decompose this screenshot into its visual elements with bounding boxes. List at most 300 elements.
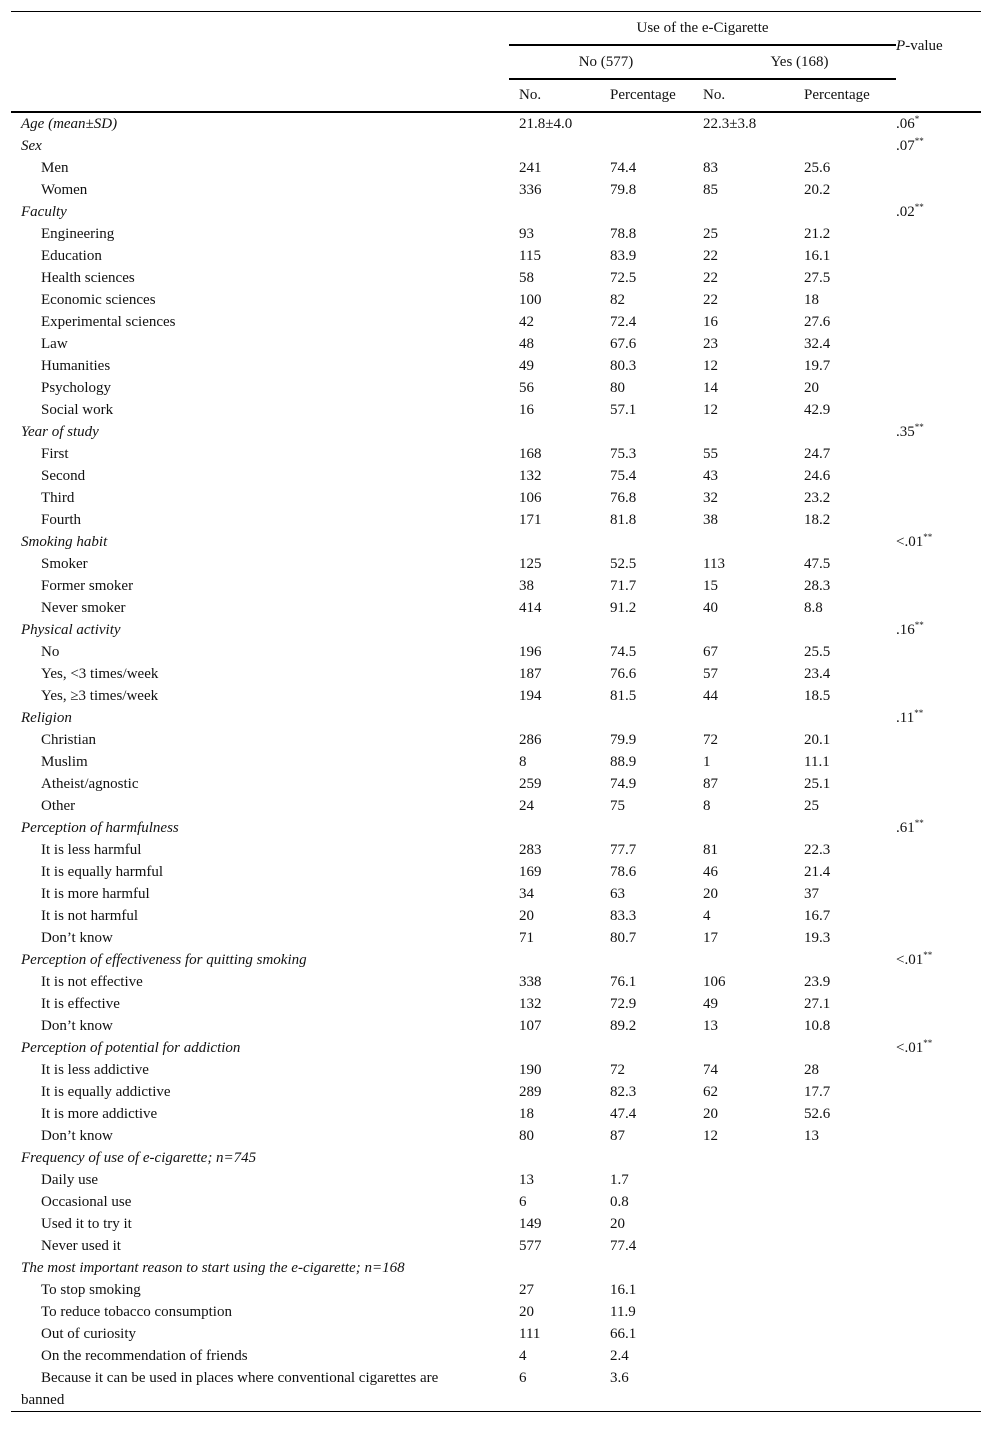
row-label: Law bbox=[41, 336, 68, 352]
no-count: 241 bbox=[519, 160, 542, 176]
yes-count bbox=[703, 1235, 804, 1257]
row-label: Out of curiosity bbox=[41, 1326, 136, 1342]
no-percentage bbox=[610, 201, 703, 223]
no-percentage: 74.9 bbox=[610, 776, 637, 792]
row-label: Second bbox=[41, 468, 86, 484]
yes-percentage bbox=[804, 1147, 896, 1169]
group-yes-header: Yes (168) bbox=[703, 45, 896, 79]
yes-percentage: 20 bbox=[804, 380, 819, 396]
table-row bbox=[11, 971, 981, 993]
category-row bbox=[11, 112, 981, 135]
no-percentage: 91.2 bbox=[610, 600, 637, 616]
table-row bbox=[11, 839, 981, 861]
yes-count bbox=[703, 1037, 804, 1059]
yes-percentage: 17.7 bbox=[804, 1084, 831, 1100]
table-row bbox=[11, 355, 981, 377]
yes-count: 74 bbox=[703, 1062, 718, 1078]
row-label: No bbox=[41, 644, 60, 660]
yes-count bbox=[703, 1279, 804, 1301]
no-count: 125 bbox=[519, 556, 542, 572]
no-percentage: 77.7 bbox=[610, 842, 637, 858]
table-row bbox=[11, 905, 981, 927]
yes-percentage: 37 bbox=[804, 886, 819, 902]
no-count: 168 bbox=[519, 446, 542, 462]
yes-percentage bbox=[804, 112, 896, 135]
p-value: .16** bbox=[896, 620, 924, 638]
p-value: <.01** bbox=[896, 532, 933, 550]
no-percentage: 66.1 bbox=[610, 1326, 637, 1342]
no-count bbox=[509, 531, 610, 553]
category-row bbox=[11, 619, 981, 641]
p-value-empty bbox=[896, 267, 981, 289]
yes-count: 13 bbox=[703, 1018, 718, 1034]
p-value-empty bbox=[896, 377, 981, 399]
yes-percentage bbox=[804, 201, 896, 223]
no-percentage: 75 bbox=[610, 798, 625, 814]
no-percentage bbox=[610, 949, 703, 971]
yes-percentage bbox=[804, 1257, 896, 1279]
p-value-empty bbox=[896, 1059, 981, 1081]
no-count bbox=[509, 949, 610, 971]
no-percentage: 80 bbox=[610, 380, 625, 396]
yes-count: 46 bbox=[703, 864, 718, 880]
table-row bbox=[11, 729, 981, 751]
yes-percentage: 11.1 bbox=[804, 754, 830, 770]
yes-count: 17 bbox=[703, 930, 718, 946]
row-label: Humanities bbox=[41, 358, 111, 374]
yes-count: 22 bbox=[703, 270, 718, 286]
yes-percentage: 25 bbox=[804, 798, 819, 814]
ecig-table bbox=[11, 11, 981, 1412]
no-percentage: 89.2 bbox=[610, 1018, 637, 1034]
table-row bbox=[11, 509, 981, 531]
table-row bbox=[11, 1323, 981, 1345]
no-percentage: 79.8 bbox=[610, 182, 637, 198]
yes-percentage bbox=[804, 421, 896, 443]
no-percentage: 80.7 bbox=[610, 930, 637, 946]
no-count bbox=[509, 707, 610, 729]
no-count: 16 bbox=[519, 402, 534, 418]
yes-count bbox=[703, 1367, 804, 1412]
table-row bbox=[11, 685, 981, 707]
row-label: Economic sciences bbox=[41, 292, 156, 308]
row-label: Used it to try it bbox=[41, 1216, 132, 1232]
yes-percentage: 28.3 bbox=[804, 578, 831, 594]
no-percentage: 67.6 bbox=[610, 336, 637, 352]
yes-count: 14 bbox=[703, 380, 718, 396]
no-percentage: 20 bbox=[610, 1216, 625, 1232]
table-row bbox=[11, 641, 981, 663]
category-title: Smoking habit bbox=[21, 534, 108, 550]
p-value-empty bbox=[896, 553, 981, 575]
no-count: 6 bbox=[519, 1194, 527, 1210]
no-count: 111 bbox=[519, 1326, 541, 1342]
yes-count: 22 bbox=[703, 292, 718, 308]
no-count: 196 bbox=[519, 644, 542, 660]
yes-percentage: 13 bbox=[804, 1128, 819, 1144]
no-percentage bbox=[610, 421, 703, 443]
no-count: 80 bbox=[519, 1128, 534, 1144]
p-value-empty bbox=[896, 729, 981, 751]
category-row bbox=[11, 707, 981, 729]
row-label: Occasional use bbox=[41, 1194, 132, 1210]
no-count: 58 bbox=[519, 270, 534, 286]
no-count: 169 bbox=[519, 864, 542, 880]
yes-count: 1 bbox=[703, 754, 711, 770]
table-row bbox=[11, 333, 981, 355]
significance-marker: ** bbox=[914, 620, 924, 630]
yes-count: 12 bbox=[703, 1128, 718, 1144]
no-percentage: 75.4 bbox=[610, 468, 637, 484]
row-label: It is equally harmful bbox=[41, 864, 164, 880]
p-value-empty bbox=[896, 179, 981, 201]
yes-count: 62 bbox=[703, 1084, 718, 1100]
no-count: 414 bbox=[519, 600, 542, 616]
p-value bbox=[896, 1147, 981, 1169]
no-count: 71 bbox=[519, 930, 534, 946]
row-label: To reduce tobacco consumption bbox=[41, 1304, 232, 1320]
no-count: 18 bbox=[519, 1106, 534, 1122]
no-percentage: 74.5 bbox=[610, 644, 637, 660]
row-label: Never used it bbox=[41, 1238, 121, 1254]
p-value-empty bbox=[896, 1169, 981, 1191]
no-count bbox=[509, 1257, 610, 1279]
category-row bbox=[11, 1037, 981, 1059]
p-value-empty bbox=[896, 795, 981, 817]
yes-percentage: 25.5 bbox=[804, 644, 831, 660]
no-count: 20 bbox=[519, 1304, 534, 1320]
yes-count bbox=[703, 1257, 804, 1279]
no-percentage: 87 bbox=[610, 1128, 625, 1144]
row-label: Don’t know bbox=[41, 1128, 113, 1144]
p-value bbox=[896, 1257, 981, 1279]
significance-marker: * bbox=[914, 114, 920, 124]
yes-count bbox=[703, 619, 804, 641]
yes-percentage: 16.1 bbox=[804, 248, 831, 264]
yes-count: 106 bbox=[703, 974, 726, 990]
yes-count bbox=[703, 1169, 804, 1191]
no-percentage: 72 bbox=[610, 1062, 625, 1078]
row-label: Engineering bbox=[41, 226, 115, 242]
table-row bbox=[11, 751, 981, 773]
col-yes-count: No. bbox=[703, 87, 726, 103]
yes-percentage bbox=[804, 1169, 896, 1191]
no-percentage: 80.3 bbox=[610, 358, 637, 374]
p-value-empty bbox=[896, 597, 981, 619]
yes-count: 22 bbox=[703, 248, 718, 264]
yes-count bbox=[703, 817, 804, 839]
yes-count bbox=[703, 421, 804, 443]
no-percentage: 82 bbox=[610, 292, 625, 308]
p-value: <.01** bbox=[896, 1038, 933, 1056]
significance-marker: ** bbox=[923, 950, 933, 960]
yes-percentage bbox=[804, 135, 896, 157]
category-title: Faculty bbox=[21, 204, 67, 220]
yes-percentage: 23.9 bbox=[804, 974, 831, 990]
p-value-empty bbox=[896, 289, 981, 311]
no-count: 24 bbox=[519, 798, 534, 814]
table-row bbox=[11, 443, 981, 465]
yes-count: 20 bbox=[703, 886, 718, 902]
category-row bbox=[11, 1257, 981, 1279]
table-row bbox=[11, 1367, 981, 1412]
p-value-empty bbox=[896, 905, 981, 927]
no-percentage: 81.8 bbox=[610, 512, 637, 528]
p-value-empty bbox=[896, 311, 981, 333]
no-percentage: 11.9 bbox=[610, 1304, 636, 1320]
significance-marker: ** bbox=[914, 422, 924, 432]
significance-marker: ** bbox=[914, 818, 924, 828]
p-value: .35** bbox=[896, 422, 924, 440]
yes-count bbox=[703, 1147, 804, 1169]
no-percentage: 74.4 bbox=[610, 160, 637, 176]
p-value-empty bbox=[896, 773, 981, 795]
table-header bbox=[11, 12, 981, 113]
p-value-empty bbox=[896, 1103, 981, 1125]
row-label: Health sciences bbox=[41, 270, 135, 286]
table-row bbox=[11, 883, 981, 905]
row-label: Christian bbox=[41, 732, 96, 748]
yes-count: 67 bbox=[703, 644, 718, 660]
no-percentage: 0.8 bbox=[610, 1194, 629, 1210]
yes-count: 15 bbox=[703, 578, 718, 594]
p-value-empty bbox=[896, 1081, 981, 1103]
row-label: Social work bbox=[41, 402, 114, 418]
row-label: It is not effective bbox=[41, 974, 143, 990]
no-count: 48 bbox=[519, 336, 534, 352]
significance-marker: ** bbox=[923, 1038, 933, 1048]
no-percentage: 76.6 bbox=[610, 666, 637, 682]
yes-percentage: 10.8 bbox=[804, 1018, 831, 1034]
category-row bbox=[11, 817, 981, 839]
p-value-empty bbox=[896, 883, 981, 905]
p-value-empty bbox=[896, 1301, 981, 1323]
p-value-empty bbox=[896, 839, 981, 861]
yes-count: 72 bbox=[703, 732, 718, 748]
no-count: 132 bbox=[519, 996, 542, 1012]
yes-count bbox=[703, 707, 804, 729]
p-value-empty bbox=[896, 487, 981, 509]
p-value-empty bbox=[896, 157, 981, 179]
col-yes-percentage: Percentage bbox=[804, 87, 870, 103]
row-label: It is equally addictive bbox=[41, 1084, 171, 1100]
row-label: It is more harmful bbox=[41, 886, 150, 902]
yes-count: 16 bbox=[703, 314, 718, 330]
yes-count: 40 bbox=[703, 600, 718, 616]
col-no-percentage: Percentage bbox=[610, 87, 676, 103]
no-count bbox=[509, 817, 610, 839]
no-percentage: 76.1 bbox=[610, 974, 637, 990]
no-percentage: 16.1 bbox=[610, 1282, 637, 1298]
category-row bbox=[11, 421, 981, 443]
no-count: 286 bbox=[519, 732, 542, 748]
no-percentage: 72.4 bbox=[610, 314, 637, 330]
no-count: 100 bbox=[519, 292, 542, 308]
row-label: Don’t know bbox=[41, 930, 113, 946]
no-percentage: 81.5 bbox=[610, 688, 637, 704]
category-row bbox=[11, 531, 981, 553]
table-row bbox=[11, 861, 981, 883]
yes-percentage: 25.6 bbox=[804, 160, 831, 176]
category-title: Perception of effectiveness for quitting smoking bbox=[21, 952, 307, 968]
yes-percentage: 20.2 bbox=[804, 182, 831, 198]
no-percentage: 72.9 bbox=[610, 996, 637, 1012]
row-label: Daily use bbox=[41, 1172, 99, 1188]
table-row bbox=[11, 465, 981, 487]
no-count: 8 bbox=[519, 754, 527, 770]
category-row bbox=[11, 135, 981, 157]
row-label: Atheist/agnostic bbox=[41, 776, 139, 792]
no-count: 34 bbox=[519, 886, 534, 902]
yes-count: 22.3±3.8 bbox=[703, 116, 757, 132]
no-percentage: 79.9 bbox=[610, 732, 637, 748]
p-value-empty bbox=[896, 1345, 981, 1367]
no-percentage bbox=[610, 1257, 703, 1279]
no-percentage bbox=[610, 1147, 703, 1169]
yes-percentage: 18.2 bbox=[804, 512, 831, 528]
row-label: It is effective bbox=[41, 996, 120, 1012]
no-count: 21.8±4.0 bbox=[519, 116, 573, 132]
row-label: Psychology bbox=[41, 380, 112, 396]
yes-count: 23 bbox=[703, 336, 718, 352]
no-count bbox=[509, 201, 610, 223]
no-count: 194 bbox=[519, 688, 542, 704]
yes-percentage bbox=[804, 817, 896, 839]
p-value-empty bbox=[896, 333, 981, 355]
col-no-count: No. bbox=[519, 87, 542, 103]
no-count: 171 bbox=[519, 512, 542, 528]
yes-count: 12 bbox=[703, 358, 718, 374]
no-percentage bbox=[610, 619, 703, 641]
p-value-empty bbox=[896, 1367, 981, 1412]
table-row bbox=[11, 553, 981, 575]
no-count: 115 bbox=[519, 248, 541, 264]
no-count: 93 bbox=[519, 226, 534, 242]
table-row bbox=[11, 245, 981, 267]
yes-percentage bbox=[804, 707, 896, 729]
category-row bbox=[11, 949, 981, 971]
yes-percentage: 24.6 bbox=[804, 468, 831, 484]
p-value-empty bbox=[896, 971, 981, 993]
no-count bbox=[509, 421, 610, 443]
row-label: Smoker bbox=[41, 556, 88, 572]
category-title: Physical activity bbox=[21, 622, 121, 638]
no-count: 149 bbox=[519, 1216, 542, 1232]
yes-count bbox=[703, 1213, 804, 1235]
row-label: Education bbox=[41, 248, 102, 264]
no-percentage: 2.4 bbox=[610, 1348, 629, 1364]
yes-percentage bbox=[804, 1323, 896, 1345]
no-percentage: 75.3 bbox=[610, 446, 637, 462]
p-value-empty bbox=[896, 1323, 981, 1345]
yes-percentage: 52.6 bbox=[804, 1106, 831, 1122]
p-value-empty bbox=[896, 641, 981, 663]
row-label: Other bbox=[41, 798, 76, 814]
category-row bbox=[11, 1147, 981, 1169]
table-row bbox=[11, 1059, 981, 1081]
no-percentage: 57.1 bbox=[610, 402, 637, 418]
yes-percentage bbox=[804, 1191, 896, 1213]
no-percentage: 83.9 bbox=[610, 248, 637, 264]
category-title: Frequency of use of e-cigarette; n=745 bbox=[21, 1150, 257, 1166]
no-percentage: 83.3 bbox=[610, 908, 637, 924]
yes-count: 20 bbox=[703, 1106, 718, 1122]
yes-count bbox=[703, 1323, 804, 1345]
no-percentage bbox=[610, 817, 703, 839]
p-value-empty bbox=[896, 399, 981, 421]
no-count: 259 bbox=[519, 776, 542, 792]
table-row bbox=[11, 993, 981, 1015]
table-row bbox=[11, 1301, 981, 1323]
table-row bbox=[11, 927, 981, 949]
table-row bbox=[11, 1169, 981, 1191]
significance-marker: ** bbox=[914, 708, 924, 718]
yes-percentage: 25.1 bbox=[804, 776, 831, 792]
table-row bbox=[11, 223, 981, 245]
table-row bbox=[11, 1191, 981, 1213]
no-count bbox=[509, 1037, 610, 1059]
no-count: 338 bbox=[519, 974, 542, 990]
p-value-empty bbox=[896, 575, 981, 597]
row-label: To stop smoking bbox=[41, 1282, 141, 1298]
row-label: Men bbox=[41, 160, 69, 176]
table-row bbox=[11, 795, 981, 817]
p-value: .61** bbox=[896, 818, 924, 836]
table-row bbox=[11, 267, 981, 289]
table-row bbox=[11, 311, 981, 333]
p-value-empty bbox=[896, 1191, 981, 1213]
yes-percentage: 20.1 bbox=[804, 732, 831, 748]
no-percentage: 71.7 bbox=[610, 578, 637, 594]
yes-percentage: 21.2 bbox=[804, 226, 831, 242]
row-label: Yes, ≥3 times/week bbox=[41, 688, 159, 704]
p-value-empty bbox=[896, 1235, 981, 1257]
yes-count: 25 bbox=[703, 226, 718, 242]
yes-count bbox=[703, 1301, 804, 1323]
yes-percentage: 16.7 bbox=[804, 908, 831, 924]
table-row bbox=[11, 1103, 981, 1125]
no-count: 283 bbox=[519, 842, 542, 858]
yes-count bbox=[703, 135, 804, 157]
no-count bbox=[509, 1147, 610, 1169]
no-percentage: 52.5 bbox=[610, 556, 637, 572]
category-title: The most important reason to start using the e-cigarette; n=168 bbox=[21, 1260, 405, 1276]
category-title: Perception of harmfulness bbox=[21, 820, 179, 836]
p-value-empty bbox=[896, 1213, 981, 1235]
significance-marker: ** bbox=[914, 202, 924, 212]
yes-count: 49 bbox=[703, 996, 718, 1012]
row-label: Fourth bbox=[41, 512, 82, 528]
no-count: 38 bbox=[519, 578, 534, 594]
row-label: It is less harmful bbox=[41, 842, 142, 858]
no-percentage: 82.3 bbox=[610, 1084, 637, 1100]
row-label: Because it can be used in places where conventional cigarettes are banned bbox=[21, 1370, 439, 1408]
yes-percentage: 19.3 bbox=[804, 930, 831, 946]
table-row bbox=[11, 1279, 981, 1301]
category-title: Religion bbox=[21, 710, 72, 726]
yes-percentage: 23.4 bbox=[804, 666, 831, 682]
no-count: 20 bbox=[519, 908, 534, 924]
no-percentage: 47.4 bbox=[610, 1106, 637, 1122]
group-title: Use of the e-Cigarette bbox=[509, 12, 896, 46]
yes-percentage bbox=[804, 1367, 896, 1412]
yes-count: 81 bbox=[703, 842, 718, 858]
no-percentage: 72.5 bbox=[610, 270, 637, 286]
yes-percentage: 32.4 bbox=[804, 336, 831, 352]
no-count: 577 bbox=[519, 1238, 542, 1254]
table-row bbox=[11, 1125, 981, 1147]
p-value-empty bbox=[896, 993, 981, 1015]
